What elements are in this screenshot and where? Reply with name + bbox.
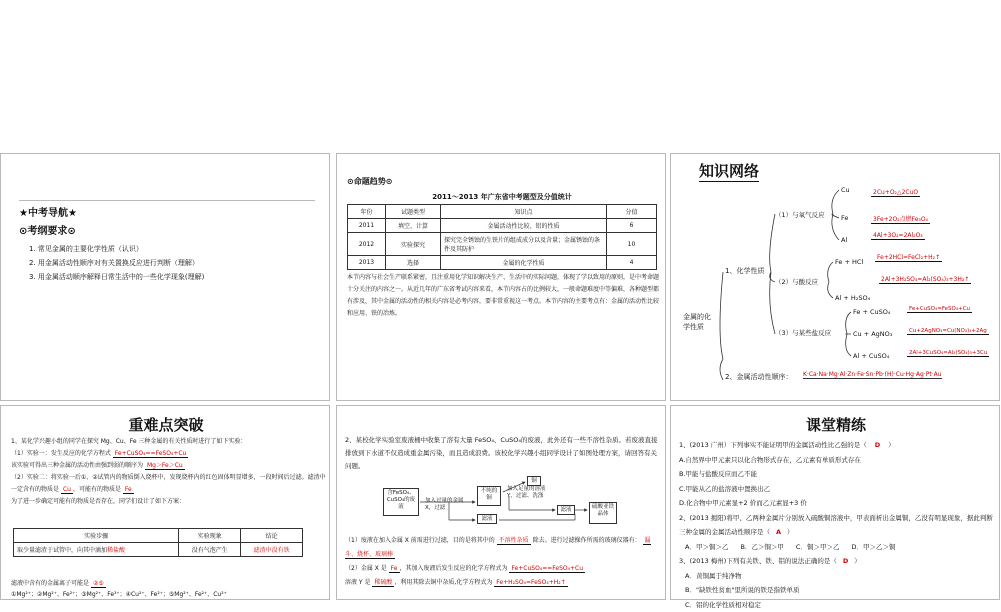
table-cell: 选择	[386, 256, 441, 270]
equation: 3Fe+2O₂点燃Fe₃O₄	[871, 214, 930, 224]
flow-box-impure-copper: 不纯的铜	[477, 486, 501, 506]
answer: Cu	[61, 486, 73, 494]
question-text: 为了进一步确定可能有的物质是否存在，同学们设计了如下方案：	[11, 496, 327, 508]
slide-subtitle: ⊙考纲要求⊙	[19, 222, 76, 237]
list-item: 1. 常见金属的主要化学性质（认识）	[29, 242, 204, 256]
answer: 不溶性杂质	[497, 537, 531, 545]
answer: 漏斗、烧杯、玻璃棒	[345, 537, 651, 559]
table-cell: 填空、计算	[386, 219, 441, 233]
slide-title: 知识网络	[699, 160, 759, 182]
sub-acid: （2）与酸反应	[775, 277, 818, 286]
flowchart	[337, 474, 667, 534]
root-node: 金属的化学性质	[683, 312, 717, 332]
table-cell: 2011	[348, 219, 386, 233]
option: B．"缺铁性贫血"里所说的铁是指铁单质	[679, 583, 997, 598]
slide-waste-treatment[interactable]	[336, 405, 666, 600]
slide-knowledge-network[interactable]	[670, 153, 1000, 401]
equation: 4Al+3O₂=2Al₂O₃	[871, 232, 925, 240]
flow-label: 加入过量的金属X，过滤	[425, 498, 469, 512]
table-cell: 取少量滤渣于试管中，向其中滴加稀盐酸	[14, 543, 179, 557]
slide-navigation[interactable]	[0, 153, 330, 401]
slide-title: 课堂精练	[671, 414, 1001, 435]
statistics-table	[347, 204, 657, 270]
table-cell: 金属的化学性质	[441, 256, 607, 270]
table-row	[348, 219, 657, 233]
option: D．甲＞乙＞铜	[851, 540, 895, 555]
table-header: 实验现象	[179, 529, 241, 543]
answer: Fe+H₂SO₄=FeSO₄+H₂↑	[494, 579, 567, 587]
option-row	[679, 540, 997, 555]
question-ions	[11, 578, 227, 600]
answer: A	[770, 528, 787, 536]
table-header: 结论	[241, 529, 303, 543]
answer: 滤渣中没有铁	[241, 543, 303, 557]
table-title: 2011～2013 年广东省中考题型及分值统计	[337, 192, 667, 202]
equation: Cu+2AgNO₃=Cu(NO₃)₂+2Ag	[907, 328, 989, 335]
slide-title: 重难点突破	[1, 414, 331, 435]
option: B.甲能与盐酸反应而乙不能	[679, 467, 997, 482]
answer: D	[837, 557, 854, 565]
table-header: 知识点	[441, 205, 607, 219]
answer: Mg＞Fe＞Cu	[145, 462, 185, 470]
reactant: Fe	[841, 214, 848, 222]
reactant: Al + CuSO₄	[853, 352, 889, 360]
flow-box-crystal: 硫酸亚铁晶体	[589, 502, 617, 524]
question-text: ，其加入废液后发生反应的化学方程式为	[400, 565, 508, 572]
reactant: Al + H₂SO₄	[835, 294, 870, 302]
question-text: （1）废液在加入金属 X 前需进行过滤，目的是将其中的	[345, 537, 495, 544]
answer: Fe	[389, 565, 400, 573]
reactant: Cu	[841, 186, 850, 194]
branch-activity-series: 2、金属活动性顺序：	[725, 372, 792, 382]
option: C．铜＞甲＞乙	[796, 540, 840, 555]
question-text: 1、(2013 广州）下列事实不能证明甲的金属活动性比乙强的是（	[679, 441, 867, 449]
option: B．乙＞铜＞甲	[740, 540, 783, 555]
reactant: Fe + HCl	[835, 258, 863, 266]
question-intro: 1、某化学兴趣小组的同学在探究 Mg、Cu、Fe 三种金属的有关性质时进行了如下实验：	[11, 436, 327, 448]
reactant: Al	[841, 236, 847, 244]
equation: 2Cu+O₂△2CuO	[871, 189, 920, 197]
slide-exam-trend[interactable]	[336, 153, 666, 401]
trend-paragraph: 本节内容与社会生产联系紧密，且注重用化学知识解决生产、生活中的实际问题，体现了学以致用的原则，是中考命题十分关注的内容之一。从近几年的广东省考试内容来看，本节内容占的比例较大，一般命题难度中等偏难，各种题型都有涉及，其中金属的活动性的相关内容是必考内容，要非常重视这一考点。本节内容的主要考点有：金属的活动性比较和应用、铁的冶炼。	[347, 272, 659, 320]
answer: Fe+CuSO₄==FeSO₄+Cu	[113, 450, 189, 458]
equation: Fe+CuSO₄=FeSO₄+Cu	[907, 306, 972, 313]
divider	[19, 200, 315, 201]
answer: D	[867, 441, 888, 449]
answer: 稀盐酸	[107, 547, 125, 554]
table-cell: 实验探究	[386, 233, 441, 256]
table-row	[348, 233, 657, 256]
question-intro: 2、某校化学实验室废液桶中收集了溶有大量 FeSO₄、CuSO₄的废液，此外还有一些不溶性杂质。若废液直接排放到下水道不仅造成重金属污染，而且造成浪费。该校化学兴趣小组同学设计了如图处理方案，请回答有关问题。	[345, 434, 661, 473]
practice-questions: 1、(2013 广州）下列事实不能证明甲的金属活动性比乙强的是（ D ） A.自然界中甲元素只以化合物形式存在，乙元素有单质形式存在 B.甲能与盐酸反应而乙不能 C.甲能从乙的盐溶液中置换出乙 D.化合物中甲元素显+2 价而乙元素显+3 价 2、(2013 揭阳)将甲、乙两种金属片分别放入硫酸铜溶液中，甲表面析出金属铜，乙没有明显现象，据此判断三种金属的金属活动性顺序是（ A ） A．甲＞铜＞乙 B．乙＞铜＞甲 C．铜＞甲＞乙 D．甲＞乙＞铜 3、(2013 梅州)下列有关铁、铁、铝的说法正确的是（ D ） A．黄铜属于纯净物 B．"缺铁性贫血"里所说的铁是指铁单质 C．铝的化学性质相对稳定	[679, 438, 997, 612]
option: A．甲＞铜＞乙	[685, 540, 728, 555]
table-cell: 没有气泡产生	[179, 543, 241, 557]
flow-box-filtrate-2: 滤液	[557, 505, 575, 515]
sub-oxygen: （1）与氧气反应	[775, 210, 825, 219]
question-text: 溶液 Y 是	[345, 579, 370, 586]
flow-label: 加入足量的溶液Y，过滤、洗涤	[507, 486, 551, 500]
table-cell: 4	[607, 256, 657, 270]
table-cell: 10	[607, 233, 657, 256]
slide-key-difficulties[interactable]	[0, 405, 330, 600]
equation: Fe+2HCl=FeCl₂+H₂↑	[875, 254, 942, 262]
question-text: 滤液中含有的金属离子可能是	[11, 580, 89, 587]
table-header: 分值	[607, 205, 657, 219]
table-cell: 2012	[348, 233, 386, 256]
equation: 2Al+3H₂SO₄=Al₂(SO₄)₃+3H₂↑	[879, 276, 971, 284]
table-cell: 探究完全锈蚀的生铁片的组成成分以及含量；金属锈蚀的条件及其防护	[441, 233, 607, 256]
reactant: Cu + AgNO₃	[853, 330, 892, 338]
option: C．铝的化学性质相对稳定	[679, 598, 997, 612]
equation: 2Al+3CuSO₄=Al₂(SO₄)₃+3Cu	[907, 350, 989, 357]
slide-title: ★中考导航★	[19, 204, 77, 219]
experiment-table	[13, 528, 303, 557]
branch-chemical-properties: 1、化学性质	[725, 266, 764, 276]
answer: 稀硫酸	[372, 579, 394, 587]
answer: ②⑤	[91, 580, 106, 588]
list-item: 2. 用金属活动性顺序对有关置换反应进行判断（理解）	[29, 256, 204, 270]
question-body	[11, 436, 327, 508]
table-header: 年份	[348, 205, 386, 219]
question-text: 3、(2013 梅州)下列有关铁、铁、铝的说法正确的是（	[679, 557, 837, 565]
section-heading: ⊙命题趋势⊙	[347, 176, 392, 187]
option: A.自然界中甲元素只以化合物形式存在，乙元素有单质形式存在	[679, 453, 997, 468]
table-cell: 2013	[348, 256, 386, 270]
requirement-list	[29, 242, 204, 284]
question-text: ，可能有的物质是	[73, 486, 121, 493]
table-row	[14, 543, 303, 557]
flow-box-filtrate: 滤液	[477, 514, 497, 524]
option: D.化合物中甲元素显+2 价而乙元素显+3 价	[679, 496, 997, 511]
activity-series-value: K·Ca·Na·Mg·Al·Zn·Fe·Sn·Pb·(H)·Cu·Hg·Ag·Pt·Au	[803, 371, 942, 379]
list-item: 3. 用金属活动顺序解释日常生活中的一些化学现象(理解)	[29, 270, 204, 284]
sub-salt: （3）与某些盐反应	[775, 328, 831, 337]
question-text: 该实验可得出三种金属的活动性由强到弱的顺序为	[11, 462, 143, 469]
flow-box-copper: 铜	[527, 476, 541, 486]
table-header: 试题类型	[386, 205, 441, 219]
question-text: （1）实验一：发生反应的化学方程式	[11, 450, 111, 457]
answer: Fe	[123, 486, 134, 494]
questions	[345, 534, 661, 590]
option: C.甲能从乙的盐溶液中置换出乙	[679, 482, 997, 497]
table-row	[348, 256, 657, 270]
reactant: Fe + CuSO₄	[853, 308, 890, 316]
table-cell: 6	[607, 219, 657, 233]
answer: Fe+CuSO₄==FeSO₄+Cu	[509, 565, 585, 573]
option: A．黄铜属于纯净物	[679, 569, 997, 584]
question-text: ，利用其除去铜中杂质,化学方程式为	[394, 579, 492, 586]
table-header: 实验步骤	[14, 529, 179, 543]
question-text: 2、(2013 揭阳)将甲、乙两种金属片分别放入硫酸铜溶液中，甲表面析出金属铜，乙没有明显现象，据此判断三种金属的金属活动性顺序是（	[679, 514, 993, 537]
question-text: （2）金属 X 是	[345, 565, 387, 572]
question-text: 除去。进行过滤操作所需的玻璃仪器有：	[533, 537, 641, 544]
options: ①Mg²⁺；②Mg²⁺、Fe²⁺；③Mg²⁺、Fe³⁺；④Cu²⁺、Fe²⁺；⑤Mg²⁺、Fe²⁺、Cu²⁺	[11, 589, 227, 600]
slide-practice[interactable]	[670, 405, 1000, 600]
question-text: （2）实验二：将实验一后①、②试管内的物质倒入烧杯中，发现烧杯内的红色固体明显增多，一段时间后过滤。滤渣中一定含有的物质是	[11, 474, 326, 493]
table-cell: 金属活动性比较、铝的性质	[441, 219, 607, 233]
flow-box-waste: 含FeSO₄、CuSO₄的废液	[383, 488, 419, 516]
